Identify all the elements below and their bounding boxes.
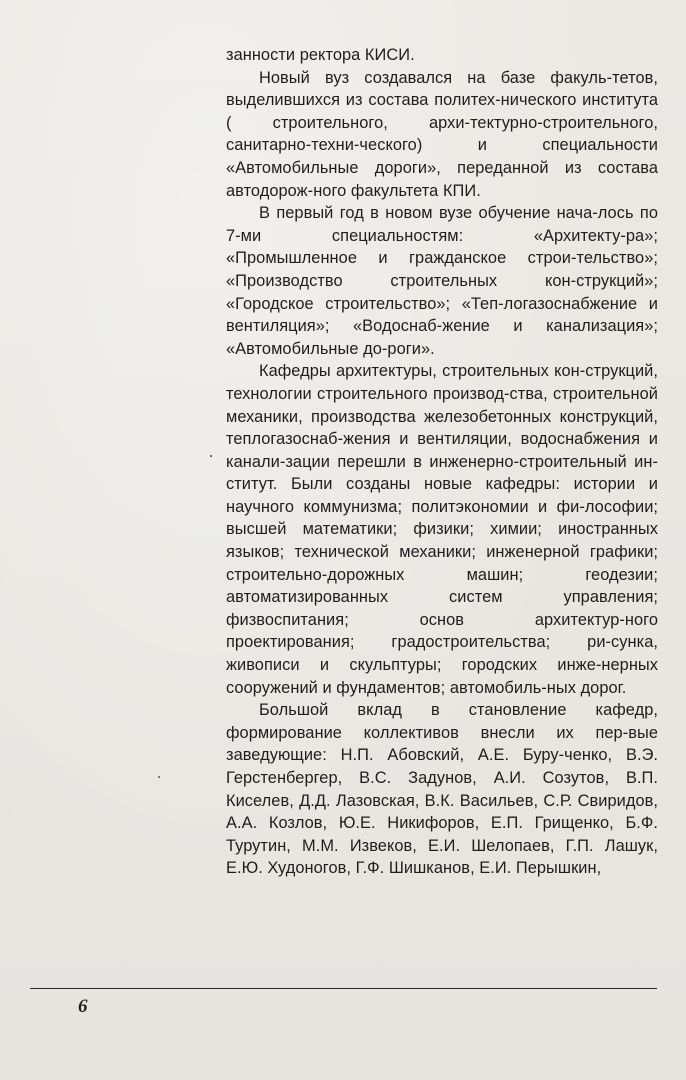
paragraph-1: занности ректора КИСИ.	[226, 46, 415, 64]
paragraph-4: Кафедры архитектуры, строительных кон-струкций, технологии строительного производ-ства, строительной механики, производства железобетонных конструкций, теплогазоснаб-жения и вентиляции, водоснабжения и канали-зации перешли в инженерно-строительный ин-ститут. Были созданы новые кафедры: истории и научного коммунизма; политэкономии и фи-лософии; высшей математики; физики; химии; иностранных языков; технической механики; инженерной графики; строительно-дорожных машин; геодезии; автоматизированных систем управления; физвоспитания; основ архитектур-ного проектирования; градостроительства; ри-сунка, живописи и скульптуры; городских инже-нерных сооружений и фундаментов; автомобиль-ных дорог.	[226, 362, 658, 697]
page-number: 6	[78, 996, 88, 1017]
print-speck	[210, 455, 212, 457]
paragraph-5: Большой вклад в становление кафедр, формирование коллективов внесли их пер-вые заведующие: Н.П. Абовский, А.Е. Буру-ченко, В.Э. Герстенбергер, В.С. Задунов, А.И. Созутов, В.П. Киселев, Д.Д. Лазовская, В.К. Васильев, С.Р. Свиридов, А.А. Козлов, Ю.Е. Никифоров, Е.П. Грищенко, Б.Ф. Турутин, М.М. Извеков, Е.И. Шелопаев, Г.П. Лашук, Е.Ю. Худоногов, Г.Ф. Шишканов, Е.И. Перышкин,	[226, 701, 658, 878]
body-text	[226, 44, 658, 880]
footer-rule	[30, 988, 657, 989]
paragraph-2: Новый вуз создавался на базе факуль-тетов, выделившихся из состава политех-нического института ( строительного, архи-тектурно-строительного, санитарно-техни-ческого) и специальности «Автомобильные дороги», переданной из состава автодорож-ного факультета КПИ.	[226, 68, 658, 200]
print-speck	[158, 776, 160, 778]
paragraph-3: В первый год в новом вузе обучение нача-лось по 7-ми специальностям: «Архитекту-ра»; «Промышленное и гражданское строи-тельство»; «Производство строительных кон-струкций»; «Городское строительство»; «Теп-логазоснабжение и вентиляция»; «Водоснаб-жение и канализация»; «Автомобильные до-роги».	[226, 204, 658, 358]
